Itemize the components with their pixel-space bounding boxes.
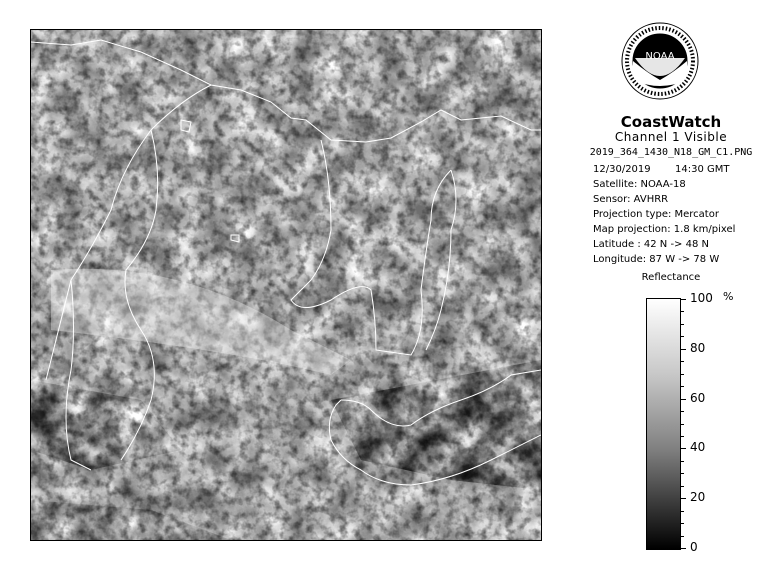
colorbar-major-tick [681,498,686,499]
noaa-logo-text: NOAA [645,51,675,62]
colorbar-minor-tick [681,411,684,412]
colorbar-minor-tick [681,324,684,325]
projection-type-label: Projection type: Mercator [593,209,719,220]
colorbar-tick-label: 0 [690,540,698,554]
noaa-logo [621,22,699,100]
colorbar-minor-tick [681,523,684,524]
date-label: 12/30/2019 [593,164,651,175]
map-projection-label: Map projection: 1.8 km/pixel [593,224,736,235]
colorbar-major-tick [681,299,686,300]
time-label: 14:30 GMT [675,164,730,175]
satellite-map [30,29,542,541]
longitude-label: Longitude: 87 W -> 78 W [593,254,720,265]
colorbar-minor-tick [681,424,684,425]
colorbar-major-tick [681,399,686,400]
colorbar-tick-label: 20 [690,490,706,505]
colorbar-minor-tick [681,536,684,537]
date-time-row [593,164,730,175]
colorbar-minor-tick [681,386,684,387]
colorbar-minor-tick [681,436,684,437]
satellite-label: Satellite: NOAA-18 [593,179,686,190]
product-title: CoastWatch [620,113,722,131]
filename-label: 2019_364_1430_N18_GM_C1.PNG [589,147,753,158]
colorbar-tick-label: 80 [690,340,706,355]
colorbar-tick-label: 40 [690,440,706,455]
colorbar-major-tick [681,448,686,449]
legend-title: Reflectance [641,272,701,283]
map-image [31,30,541,540]
legend-unit: % [723,290,734,303]
colorbar-minor-tick [681,461,684,462]
colorbar-minor-tick [681,486,684,487]
latitude-label: Latitude : 42 N -> 48 N [593,239,709,250]
colorbar-minor-tick [681,361,684,362]
colorbar-minor-tick [681,311,684,312]
colorbar-tick-label: 60 [690,390,706,405]
colorbar-tick-label: 100 [690,291,713,305]
channel-label: Channel 1 Visible [614,130,728,144]
colorbar-major-tick [681,349,686,350]
colorbar-minor-tick [681,336,684,337]
sensor-label: Sensor: AVHRR [593,194,669,205]
reflectance-colorbar [646,298,681,550]
colorbar-major-tick [681,548,686,549]
colorbar-minor-tick [681,511,684,512]
colorbar-minor-tick [681,473,684,474]
colorbar-minor-tick [681,374,684,375]
